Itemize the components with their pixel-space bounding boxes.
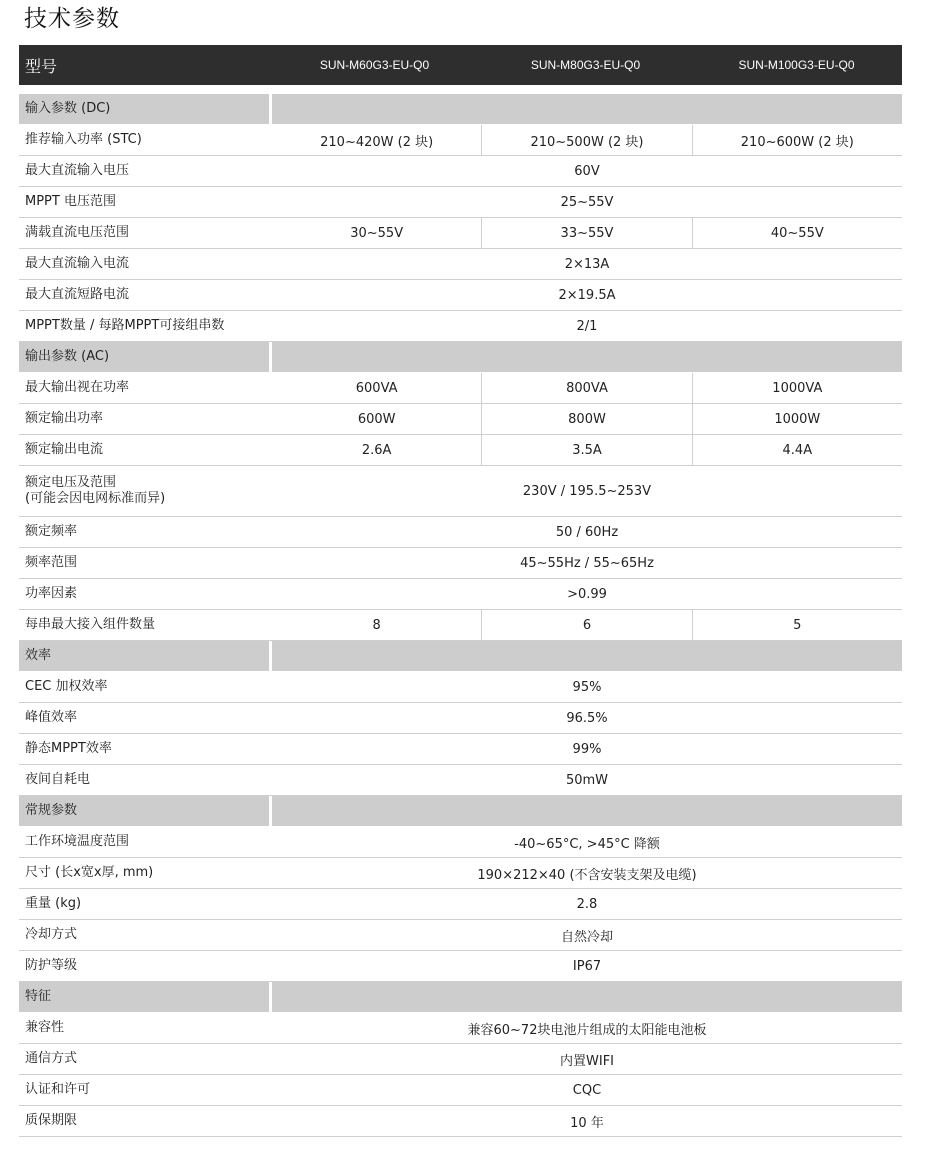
table-row [19, 311, 902, 342]
section-header [19, 342, 902, 372]
value-cell: 99% [572, 741, 602, 757]
row-label: 功率因素 [25, 586, 78, 601]
row-values [272, 280, 902, 310]
table-row [19, 1013, 902, 1044]
row-values [272, 1106, 902, 1136]
model-name: SUN-M80G3-EU-Q0 [530, 58, 641, 72]
value-cell: 25~55V [560, 194, 614, 210]
row-label: 每串最大接入组件数量 [25, 617, 156, 632]
section-label: 输出参数 (AC) [19, 342, 269, 372]
table-row [19, 435, 902, 466]
row-label: 额定输出电流 [25, 442, 104, 457]
table-row [19, 1044, 902, 1075]
row-values [272, 579, 902, 609]
section-label: 特征 [19, 982, 269, 1012]
value-cell: CQC [572, 1082, 602, 1098]
table-header [19, 45, 902, 85]
row-values [272, 218, 902, 248]
row-values [272, 125, 902, 155]
row-values [272, 466, 902, 516]
value-cell: 自然冷却 [560, 929, 613, 945]
table-row [19, 1075, 902, 1106]
value-cell: 2.6A [361, 442, 392, 458]
row-label: 尺寸 (长x宽x厚, mm) [25, 865, 154, 880]
model-name: SUN-M100G3-EU-Q0 [738, 58, 855, 72]
row-values [272, 920, 902, 950]
table-row [19, 610, 902, 641]
row-label: 防护等级 [25, 958, 78, 973]
table-row [19, 404, 902, 435]
value-cell: 96.5% [566, 710, 608, 726]
table-row [19, 734, 902, 765]
row-values [272, 187, 902, 217]
row-label: 满载直流电压范围 [25, 225, 130, 240]
value-cell: 内置WIFI [560, 1053, 614, 1069]
value-cell: >0.99 [567, 586, 607, 602]
table-row [19, 373, 902, 404]
row-values [272, 672, 902, 702]
row-label: 兼容性 [25, 1020, 65, 1035]
value-cell: 45~55Hz / 55~65Hz [520, 555, 654, 571]
value-cell: 兼容60~72块电池片组成的太阳能电池板 [467, 1022, 707, 1038]
row-label: 夜间自耗电 [25, 772, 91, 787]
value-cell: 1000W [692, 404, 902, 434]
value-cell: 2.8 [576, 896, 598, 912]
value-cell: 210~500W (2 块) [481, 125, 691, 155]
table-body [19, 94, 902, 1137]
value-cell: 10 年 [570, 1115, 604, 1131]
row-label: 重量 (kg) [25, 896, 82, 911]
value-cell: -40~65°C, >45°C 降额 [514, 836, 660, 852]
row-values [272, 435, 902, 465]
value-cell: 600VA [355, 380, 398, 396]
row-values [272, 703, 902, 733]
table-row [19, 579, 902, 610]
value-cell: 40~55V [692, 218, 902, 248]
row-values [272, 1044, 902, 1074]
row-values [272, 373, 902, 403]
table-row [19, 187, 902, 218]
table-row [19, 218, 902, 249]
row-values [272, 796, 902, 826]
value-cell: 50 / 60Hz [555, 524, 619, 540]
row-values [272, 734, 902, 764]
model-label: 型号 [25, 56, 58, 76]
table-row [19, 1106, 902, 1137]
row-values [272, 342, 902, 372]
value-cell: 210~420W (2 块) [320, 134, 434, 150]
value-cell: 800W [481, 404, 691, 434]
table-row [19, 703, 902, 734]
row-label: 最大输出视在功率 [25, 380, 130, 395]
page-title: 技术参数 [24, 6, 120, 32]
table-row [19, 517, 902, 548]
row-label: MPPT 电压范围 [25, 194, 116, 209]
value-cell: 2/1 [576, 318, 598, 334]
section-label: 效率 [19, 641, 269, 671]
section-header [19, 982, 902, 1012]
spec-table [19, 45, 902, 1137]
table-row [19, 249, 902, 280]
row-label: 通信方式 [25, 1051, 78, 1066]
row-values [272, 982, 902, 1012]
table-row [19, 858, 902, 889]
row-values [272, 548, 902, 578]
row-label: 静态MPPT效率 [25, 741, 112, 756]
row-values [272, 156, 902, 186]
value-cell: 6 [481, 610, 691, 640]
row-values [272, 94, 902, 124]
row-label-line: 额定电压及范围 [25, 475, 117, 490]
row-label: 推荐输入功率 (STC) [25, 132, 142, 147]
value-cell: 190×212×40 (不含安装支架及电缆) [477, 867, 697, 883]
value-cell: IP67 [572, 958, 602, 974]
value-cell: 800VA [481, 373, 691, 403]
row-label: 冷却方式 [25, 927, 78, 942]
value-cell: 3.5A [481, 435, 691, 465]
row-label-note: (可能会因电网标准而异) [25, 491, 166, 506]
value-cell: 50mW [565, 772, 609, 788]
row-values [272, 404, 902, 434]
section-label: 输入参数 (DC) [19, 94, 269, 124]
row-label: MPPT数量 / 每路MPPT可接组串数 [25, 318, 225, 333]
row-label: 最大直流短路电流 [25, 287, 130, 302]
row-values [272, 517, 902, 547]
model-name: SUN-M60G3-EU-Q0 [319, 58, 430, 72]
row-values [272, 1075, 902, 1105]
row-values [272, 641, 902, 671]
value-cell: 30~55V [350, 225, 404, 241]
table-row [19, 920, 902, 951]
value-cell: 5 [692, 610, 902, 640]
row-values [272, 951, 902, 981]
row-values [272, 249, 902, 279]
table-row [19, 951, 902, 982]
row-label: 峰值效率 [25, 710, 78, 725]
row-label [19, 466, 269, 516]
row-values [272, 1013, 902, 1043]
row-label: 质保期限 [25, 1113, 78, 1128]
value-cell: 2×19.5A [558, 287, 616, 303]
row-label: 额定输出功率 [25, 411, 104, 426]
value-cell: 33~55V [481, 218, 691, 248]
value-cell: 4.4A [692, 435, 902, 465]
row-values [272, 827, 902, 857]
section-header [19, 796, 902, 826]
table-row [19, 765, 902, 796]
table-row [19, 548, 902, 579]
value-cell: 2×13A [564, 256, 610, 272]
value-cell: 60V [574, 163, 600, 179]
row-values [272, 858, 902, 888]
table-row [19, 827, 902, 858]
row-label: 最大直流输入电流 [25, 256, 130, 271]
row-values [272, 311, 902, 341]
row-label: CEC 加权效率 [25, 679, 108, 694]
table-row [19, 125, 902, 156]
row-label: 工作环境温度范围 [25, 834, 130, 849]
section-header [19, 94, 902, 124]
table-row [19, 889, 902, 920]
table-row [19, 466, 902, 517]
value-cell: 8 [372, 617, 381, 633]
section-header [19, 641, 902, 671]
table-row [19, 156, 902, 187]
row-values [272, 889, 902, 919]
table-row [19, 280, 902, 311]
value-cell: 230V / 195.5~253V [522, 483, 652, 499]
table-row [19, 672, 902, 703]
value-cell: 95% [572, 679, 602, 695]
row-label: 频率范围 [25, 555, 78, 570]
row-values [272, 765, 902, 795]
value-cell: 210~600W (2 块) [692, 125, 902, 155]
row-label: 认证和许可 [25, 1082, 91, 1097]
section-label: 常规参数 [19, 796, 269, 826]
row-label: 额定频率 [25, 524, 78, 539]
row-values [272, 610, 902, 640]
value-cell: 600W [357, 411, 396, 427]
row-label: 最大直流输入电压 [25, 163, 130, 178]
value-cell: 1000VA [692, 373, 902, 403]
